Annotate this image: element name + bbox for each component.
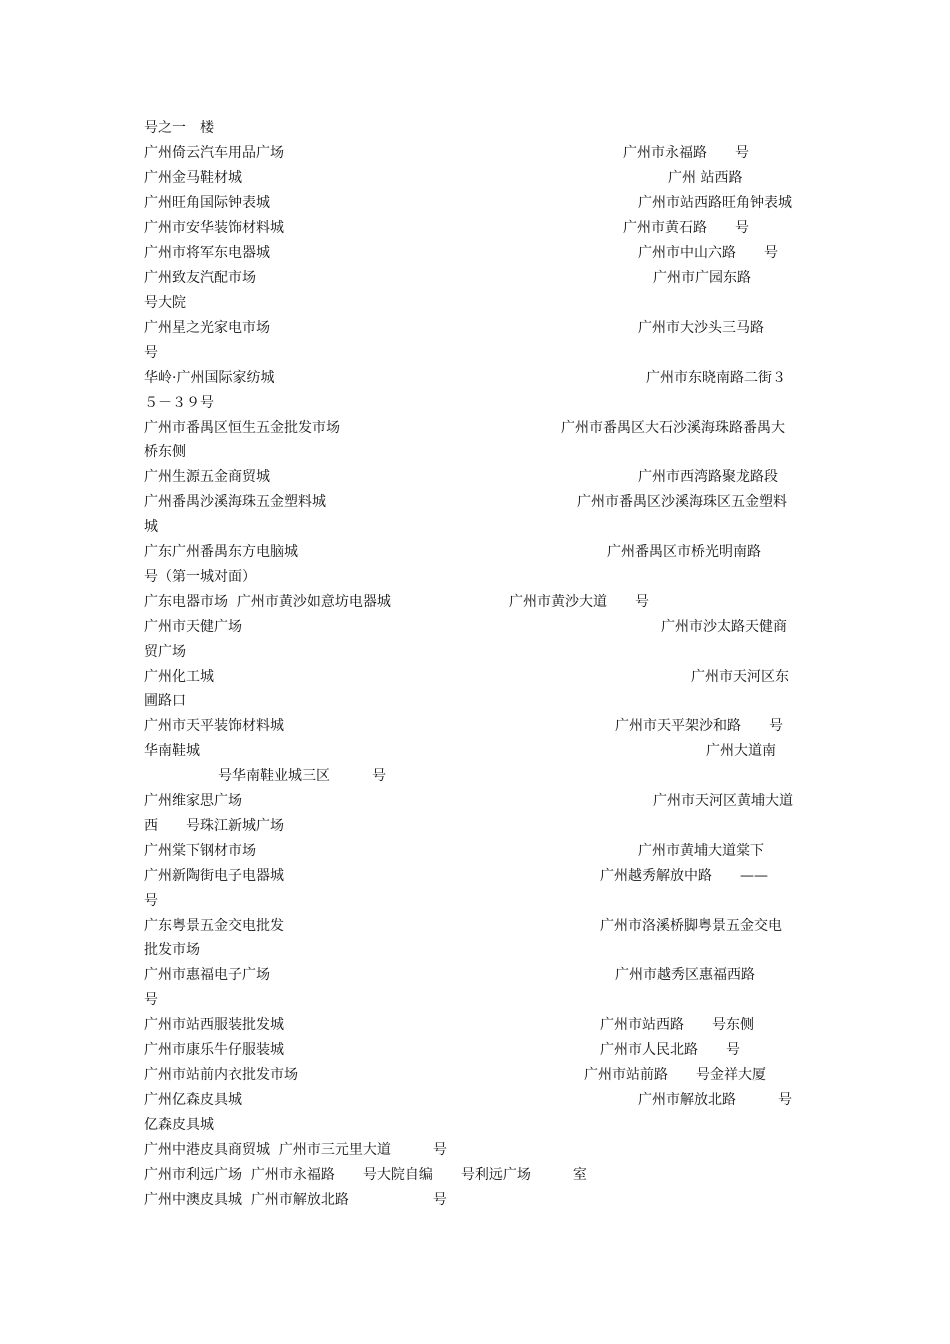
- text-line: 号之一 楼: [144, 120, 214, 136]
- market-address: 广州市中山六路 号: [638, 245, 778, 261]
- market-name: 华南鞋城: [144, 743, 200, 759]
- market-address: 广州市站前路 号金祥大厦: [584, 1067, 766, 1083]
- text-line: 圃路口: [144, 693, 186, 709]
- market-name: 广东粤景五金交电批发: [144, 918, 284, 934]
- text-line: ５－３９号: [144, 395, 214, 411]
- market-name: 广州市将军东电器城: [144, 245, 270, 261]
- market-address: 广州市站西路 号东侧: [600, 1017, 754, 1033]
- market-address: 广州市天河区东: [691, 669, 789, 685]
- market-name: 广州市站西服装批发城: [144, 1017, 284, 1033]
- market-address: 广州 站西路: [668, 170, 743, 186]
- text-line: 号: [144, 345, 158, 361]
- market-name: 广州市站前内衣批发市场: [144, 1067, 298, 1083]
- market-name: 广州星之光家电市场: [144, 320, 270, 336]
- market-address: 广州市黄埔大道棠下: [638, 843, 764, 859]
- market-name: 广州亿森皮具城: [144, 1092, 242, 1108]
- market-address: 广州市番禺区大石沙溪海珠路番禺大: [561, 420, 785, 436]
- text-line: 号（第一城对面）: [144, 569, 256, 585]
- market-name: 广州市安华装饰材料城: [144, 220, 284, 236]
- market-entry: 广州市利远广场 广州市永福路 号大院自编 号利远广场 室: [144, 1167, 587, 1183]
- text-line: 西 号珠江新城广场: [144, 818, 284, 834]
- market-address: 广州市大沙头三马路: [638, 320, 764, 336]
- market-address: 广州市天河区黄埔大道: [653, 793, 793, 809]
- market-address: 广州越秀解放中路 ——: [600, 868, 768, 884]
- market-address: 广州大道南: [706, 743, 776, 759]
- text-line: 亿森皮具城: [144, 1117, 214, 1133]
- market-name: 广州维家思广场: [144, 793, 242, 809]
- text-line: 号: [144, 893, 158, 909]
- market-name: 广州市番禺区恒生五金批发市场: [144, 420, 340, 436]
- market-name: 广州棠下钢材市场: [144, 843, 256, 859]
- market-name: 广州金马鞋材城: [144, 170, 242, 186]
- market-name: 广州倚云汽车用品广场: [144, 145, 284, 161]
- market-name: 广州新陶街电子电器城: [144, 868, 284, 884]
- market-entry: 广州中港皮具商贸城 广州市三元里大道 号: [144, 1142, 447, 1158]
- market-name: 广州化工城: [144, 669, 214, 685]
- market-name: 广东广州番禺东方电脑城: [144, 544, 298, 560]
- market-name: 广州番禺沙溪海珠五金塑料城: [144, 494, 326, 510]
- text-line: 贸广场: [144, 644, 186, 660]
- market-address: 广州市沙太路天健商: [661, 619, 787, 635]
- market-address: 广州市西湾路聚龙路段: [638, 469, 778, 485]
- market-name: 广州旺角国际钟表城: [144, 195, 270, 211]
- market-address: 广州市黄石路 号: [623, 220, 749, 236]
- market-address: 广州市人民北路 号: [600, 1042, 740, 1058]
- market-name: 广州生源五金商贸城: [144, 469, 270, 485]
- market-entry: 广州中澳皮具城 广州市解放北路 号: [144, 1192, 447, 1208]
- market-address: 广州市洛溪桥脚粤景五金交电: [600, 918, 782, 934]
- market-name: 广州市惠福电子广场: [144, 967, 270, 983]
- market-name: 华岭·广州国际家纺城: [144, 370, 275, 386]
- market-name: 广州致友汽配市场: [144, 270, 256, 286]
- market-name: 广东电器市场 广州市黄沙如意坊电器城: [144, 594, 391, 610]
- market-address: 广州番禺区市桥光明南路: [607, 544, 761, 560]
- market-address: 广州市东晓南路二街３: [646, 370, 786, 386]
- market-address: 广州市站西路旺角钟表城: [638, 195, 792, 211]
- text-line: 桥东侧: [144, 444, 186, 460]
- market-name: 广州市天健广场: [144, 619, 242, 635]
- market-address: 广州市番禺区沙溪海珠区五金塑料: [577, 494, 787, 510]
- text-line: 号大院: [144, 295, 186, 311]
- market-address: 广州市永福路 号: [623, 145, 749, 161]
- market-address: 广州市广园东路: [653, 270, 751, 286]
- text-line: 号: [144, 992, 158, 1008]
- market-address: 广州市越秀区惠福西路: [615, 967, 755, 983]
- market-name: 广州市康乐牛仔服装城: [144, 1042, 284, 1058]
- market-address: 广州市天平架沙和路 号: [615, 718, 783, 734]
- market-name: 广州市天平装饰材料城: [144, 718, 284, 734]
- text-line: 批发市场: [144, 942, 200, 958]
- text-line: 号华南鞋业城三区 号: [218, 768, 386, 784]
- text-line: 城: [144, 519, 158, 535]
- market-address: 广州市解放北路 号: [638, 1092, 792, 1108]
- market-address: 广州市黄沙大道 号: [509, 594, 649, 610]
